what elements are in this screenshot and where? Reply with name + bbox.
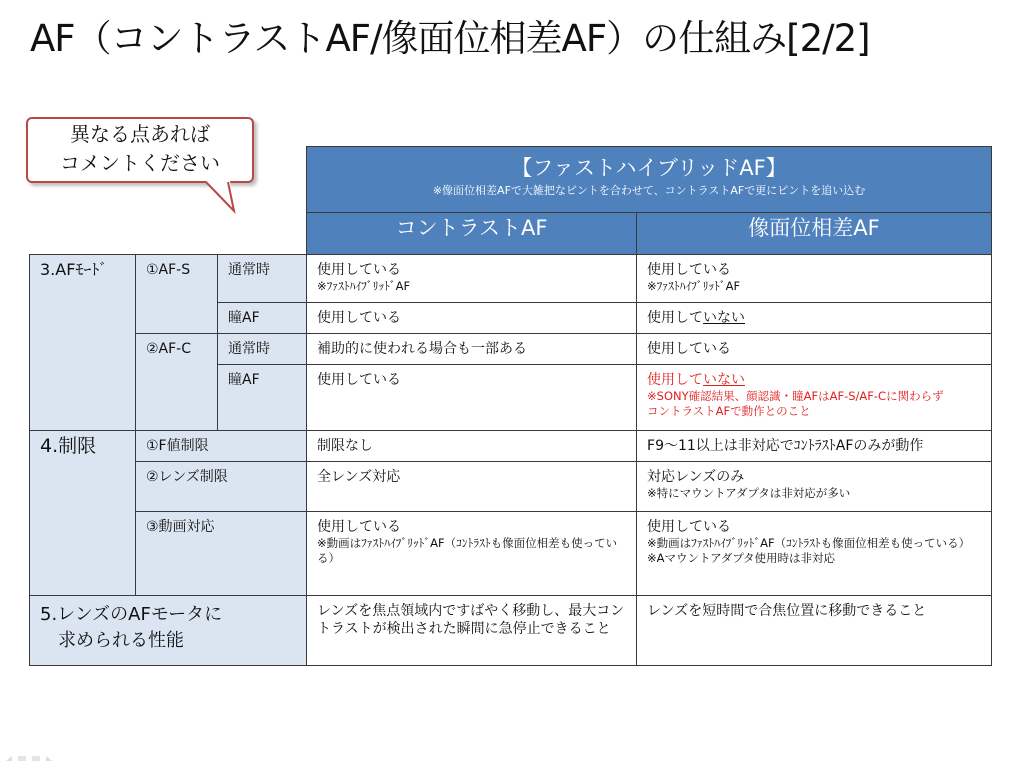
row-label-video: ③動画対応 — [136, 512, 307, 596]
row-label-afs-eye: 瞳AF — [218, 303, 307, 334]
cell-video-phase — [637, 512, 992, 596]
cell-main-text-red: 使用して — [647, 372, 704, 388]
row-label-afc-eye: 瞳AF — [218, 365, 307, 431]
section-label-af-mode: 3.AFﾓｰﾄﾞ — [30, 255, 136, 431]
section-label-line-1: 5.レンズのAFモータに — [40, 604, 223, 625]
callout-line-1: 異なる点あれば — [70, 122, 210, 146]
cell-note-red: ※SONY確認結果、顔認識・瞳AFはAF-S/AF-Cに関わらず — [647, 389, 944, 403]
underlined-text-red: いない — [703, 372, 746, 388]
table-row — [30, 512, 992, 596]
row-label-af-c: ②AF-C — [136, 334, 218, 431]
table-row — [30, 334, 992, 365]
cell-motor-contrast: レンズを焦点領域内ですばやく移動し、最大コントラストが検出された瞬間に急停止できること — [307, 596, 637, 666]
table-row — [30, 255, 992, 303]
cell-note: ※動画はﾌｧｽﾄﾊｲﾌﾞﾘｯﾄﾞAF（ｺﾝﾄﾗｽﾄも像面位相差も使っている） — [647, 536, 971, 550]
slide-control-icon — [4, 752, 58, 764]
row-label-f-value: ①F値制限 — [136, 431, 307, 462]
cell-afc-normal-contrast: 補助的に使われる場合も一部ある — [307, 334, 637, 365]
column-header-row — [30, 213, 992, 255]
table-row — [30, 431, 992, 462]
cell-video-contrast — [307, 512, 637, 596]
cell-main-text: 使用して — [647, 310, 704, 326]
cell-afs-eye-contrast: 使用している — [307, 303, 637, 334]
row-label-af-s: ①AF-S — [136, 255, 218, 334]
cell-lens-phase — [637, 462, 992, 512]
cell-note: ※動画はﾌｧｽﾄﾊｲﾌﾞﾘｯﾄﾞAF（ｺﾝﾄﾗｽﾄも像面位相差も使っている） — [317, 536, 618, 565]
section-label-limits — [30, 431, 136, 596]
cell-note: ※ﾌｧｽﾄﾊｲﾌﾞﾘｯﾄﾞAF — [317, 279, 411, 293]
cell-main-text: 使用している — [317, 262, 402, 278]
column-header-contrast: コントラストAF — [307, 213, 637, 255]
cell-afs-eye-phase — [637, 303, 992, 334]
cell-note: ※特にマウントアダプタは非対応が多い — [647, 486, 851, 500]
hybrid-header-row — [30, 147, 992, 213]
cell-lens-contrast: 全レンズ対応 — [307, 462, 637, 512]
hybrid-header-cell — [307, 147, 992, 213]
cell-fvalue-phase: F9～11以上は非対応でｺﾝﾄﾗｽﾄAFのみが動作 — [637, 431, 992, 462]
callout-line-2: コメントください — [60, 151, 220, 175]
table-row — [30, 596, 992, 666]
row-label-afs-normal: 通常時 — [218, 255, 307, 303]
row-label-lens: ②レンズ制限 — [136, 462, 307, 512]
underlined-text: いない — [703, 310, 746, 326]
section-label-line-2: 求められる性能 — [58, 630, 184, 651]
cell-fvalue-contrast: 制限なし — [307, 431, 637, 462]
cell-main-text: 使用している — [647, 519, 732, 535]
table-row — [30, 462, 992, 512]
cell-afc-eye-contrast: 使用している — [307, 365, 637, 431]
cell-note: ※Aマウントアダプタ使用時は非対応 — [647, 551, 836, 565]
cell-note: ※ﾌｧｽﾄﾊｲﾌﾞﾘｯﾄﾞAF — [647, 279, 741, 293]
cell-afs-normal-phase — [637, 255, 992, 303]
section-label-text: 4.制限 — [40, 435, 97, 457]
hybrid-note: ※像面位相差AFで大雑把なピントを合わせて、コントラストAFで更にピントを追い込む — [432, 184, 866, 197]
cell-main-text: 使用している — [647, 262, 732, 278]
row-label-afc-normal: 通常時 — [218, 334, 307, 365]
cell-motor-phase: レンズを短時間で合焦位置に移動できること — [637, 596, 992, 666]
section-label-motor — [30, 596, 307, 666]
cell-afs-normal-contrast — [307, 255, 637, 303]
cell-note-red: コントラストAFで動作とのこと — [647, 404, 811, 418]
cell-afc-eye-phase — [637, 365, 992, 431]
cell-main-text: 使用している — [317, 519, 402, 535]
cell-main-text: 対応レンズのみ — [647, 469, 745, 485]
page-title: AF（コントラストAF/像面位相差AF）の仕組み[2/2] — [30, 17, 870, 60]
cell-afc-normal-phase: 使用している — [637, 334, 992, 365]
column-header-phase: 像面位相差AF — [637, 213, 992, 255]
hybrid-title: 【ファストハイブリッドAF】 — [511, 156, 787, 180]
af-comparison-table — [29, 146, 992, 666]
